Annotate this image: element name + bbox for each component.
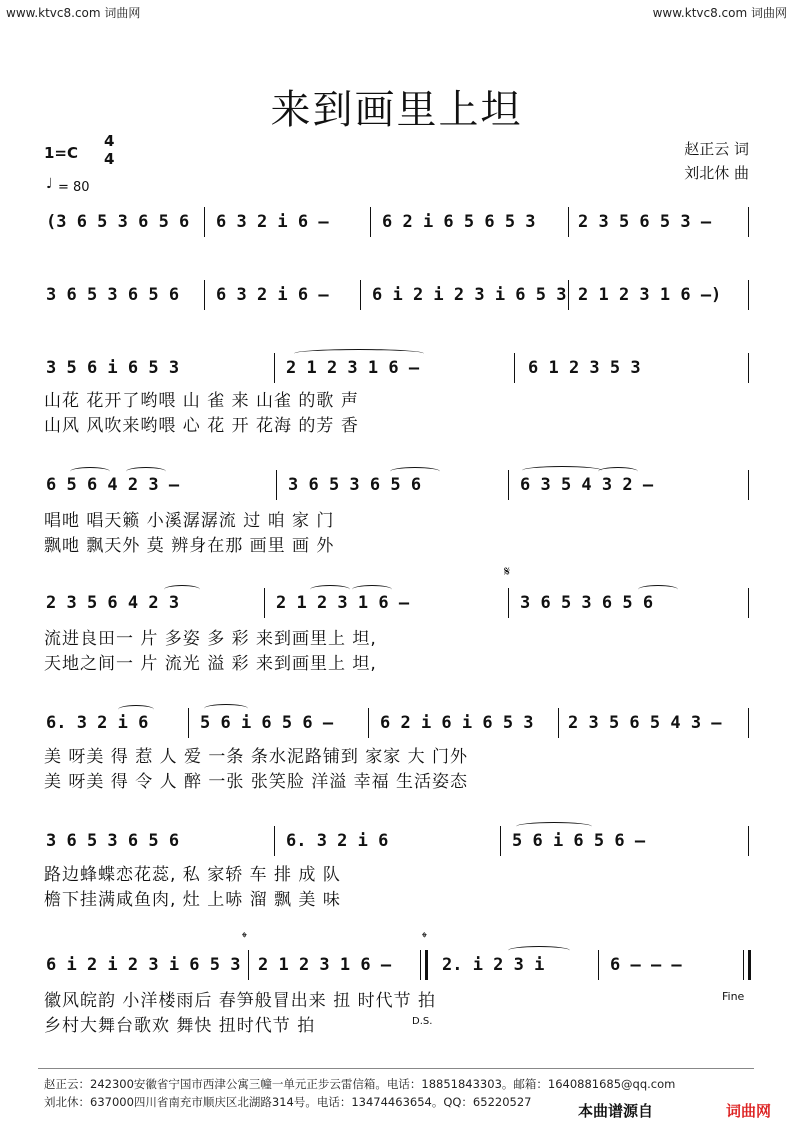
barline xyxy=(743,950,744,980)
barline xyxy=(370,207,371,237)
barline xyxy=(274,826,275,856)
measure: 2 3 5 6 5 4 3 – xyxy=(568,713,722,733)
measure: 5 6 i 6 5 6 – xyxy=(200,713,334,733)
barline xyxy=(204,207,205,237)
barline xyxy=(598,950,599,980)
barline xyxy=(558,708,559,738)
lyric-line-2: 乡村大舞台歌欢 舞快 扭时代节 拍 xyxy=(44,1016,316,1036)
barline xyxy=(748,280,749,310)
slur xyxy=(508,946,570,955)
notation-system-1 xyxy=(38,207,754,237)
segno-icon: 𝄋 xyxy=(504,564,511,580)
barline xyxy=(500,826,501,856)
barline xyxy=(425,950,428,980)
barline xyxy=(748,353,749,383)
key-signature: 1=C xyxy=(44,144,79,162)
lyric-line-2: 美 呀美 得 令 人 醉 一张 张笑脸 洋溢 幸福 生活姿态 xyxy=(44,772,469,792)
lyric-line-1: 唱吔 唱天籁 小溪潺潺流 过 咱 家 门 xyxy=(44,511,335,531)
quarter-note-icon: ♩ xyxy=(46,176,53,192)
measure: 6 – – – xyxy=(610,955,682,975)
notation-system-6 xyxy=(38,708,754,738)
barline xyxy=(568,280,569,310)
barline xyxy=(420,950,421,980)
lyric-line-1: 流进良田一 片 多姿 多 彩 来到画里上 坦, xyxy=(44,629,377,649)
barline xyxy=(188,708,189,738)
measure: 6. 3 2 i 6 xyxy=(286,831,389,851)
lyric-line-2: 天地之间一 片 流光 溢 彩 来到画里上 坦, xyxy=(44,654,377,674)
notation-system-4 xyxy=(38,470,754,500)
measure: 6 3 2 i 6 – xyxy=(216,285,329,305)
notation-system-5 xyxy=(38,588,754,618)
time-signature-bottom: 4 xyxy=(104,150,115,168)
composer: 刘北休 曲 xyxy=(684,164,749,182)
measure: 6 i 2 i 2 3 i 6 5 3 xyxy=(372,285,567,305)
measure: 6 1 2 3 5 3 xyxy=(528,358,641,378)
barline xyxy=(514,353,515,383)
brand-watermark: 词曲网 xyxy=(726,1102,772,1120)
ds-marking: D.S. xyxy=(412,1016,433,1027)
measure: 2 3 5 6 5 3 – xyxy=(578,212,712,232)
song-title: 来到画里上坦 xyxy=(270,87,523,133)
lyricist: 赵正云 词 xyxy=(684,140,749,158)
lyric-line-2: 飘吔 飘天外 莫 辨身在那 画里 画 外 xyxy=(44,536,335,556)
lyric-line-1: 路边蜂蝶恋花蕊, 私 家轿 车 排 成 队 xyxy=(44,865,341,885)
measure: 2. i 2 3 i xyxy=(442,955,545,975)
source-watermark: 本曲谱源自 xyxy=(578,1102,654,1120)
tempo: = 80 xyxy=(58,180,90,195)
barline xyxy=(276,470,277,500)
barline xyxy=(204,280,205,310)
measure: 6 i 2 i 2 3 i 6 5 3 xyxy=(46,955,241,975)
barline xyxy=(508,588,509,618)
barline xyxy=(748,708,749,738)
barline xyxy=(248,950,249,980)
barline xyxy=(274,353,275,383)
notation-system-3 xyxy=(38,353,754,383)
barline xyxy=(264,588,265,618)
notation-system-8 xyxy=(38,950,754,980)
measure: 2 3 5 6 4 2 3 xyxy=(46,593,180,613)
slur xyxy=(516,822,592,831)
measure: 2 1 2 3 1 6 –) xyxy=(578,285,722,305)
measure: 3 5 6 i 6 5 3 xyxy=(46,358,180,378)
lyricist-contact: 赵正云：242300安徽省宁国市西津公寓三幢一单元正步云雷信箱。电话：18851843303。邮箱：1640881685@qq.com xyxy=(44,1077,676,1091)
notation-system-2 xyxy=(38,280,754,310)
fine-marking: Fine xyxy=(722,990,745,1003)
measure: 2 1 2 3 1 6 – xyxy=(276,593,410,613)
lyric-line-1: 徽风皖韵 小洋楼雨后 春笋般冒出来 扭 时代节 拍 xyxy=(44,991,437,1011)
measure: 3 6 5 3 6 5 6 xyxy=(46,831,180,851)
measure: (3 6 5 3 6 5 6 xyxy=(46,212,190,232)
measure: 3 6 5 3 6 5 6 xyxy=(288,475,422,495)
lyric-line-1: 山花 花开了哟喂 山 雀 来 山雀 的歌 声 xyxy=(44,391,359,411)
measure: 6 2 i 6 5 6 5 3 xyxy=(382,212,536,232)
lyric-line-2: 山风 风吹来哟喂 心 花 开 花海 的芳 香 xyxy=(44,416,359,436)
footer-divider xyxy=(38,1068,754,1069)
barline xyxy=(360,280,361,310)
barline xyxy=(748,207,749,237)
barline xyxy=(568,207,569,237)
composer-contact: 刘北休：637000四川省南充市顺庆区北湖路314号。电话：13474463654。QQ：65220527 xyxy=(44,1095,532,1109)
measure: 6 3 5 4 3 2 – xyxy=(520,475,654,495)
measure: 6 3 2 i 6 – xyxy=(216,212,329,232)
time-signature-top: 4 xyxy=(104,132,115,150)
coda-icon: 𝄌 xyxy=(242,930,247,946)
barline xyxy=(368,708,369,738)
measure: 6. 3 2 i 6 xyxy=(46,713,149,733)
measure: 2 1 2 3 1 6 – xyxy=(286,358,420,378)
notation-system-7 xyxy=(38,826,754,856)
coda-icon: 𝄌 xyxy=(422,930,427,946)
barline xyxy=(748,826,749,856)
barline xyxy=(508,470,509,500)
site-watermark-left: www.ktvc8.com 词曲网 xyxy=(6,6,141,20)
slur xyxy=(204,704,248,713)
slur xyxy=(294,349,424,358)
site-watermark-right: www.ktvc8.com 词曲网 xyxy=(652,6,787,20)
measure: 5 6 i 6 5 6 – xyxy=(512,831,646,851)
measure: 6 2 i 6 i 6 5 3 xyxy=(380,713,534,733)
measure: 2 1 2 3 1 6 – xyxy=(258,955,392,975)
barline xyxy=(748,470,749,500)
lyric-line-1: 美 呀美 得 惹 人 爱 一条 条水泥路铺到 家家 大 门外 xyxy=(44,747,469,767)
measure: 3 6 5 3 6 5 6 xyxy=(520,593,654,613)
barline xyxy=(748,950,751,980)
barline xyxy=(748,588,749,618)
slur xyxy=(522,466,602,475)
lyric-line-2: 檐下挂满咸鱼肉, 灶 上哧 溜 飘 美 味 xyxy=(44,890,341,910)
measure: 6 5 6 4 2 3 – xyxy=(46,475,180,495)
measure: 3 6 5 3 6 5 6 xyxy=(46,285,180,305)
